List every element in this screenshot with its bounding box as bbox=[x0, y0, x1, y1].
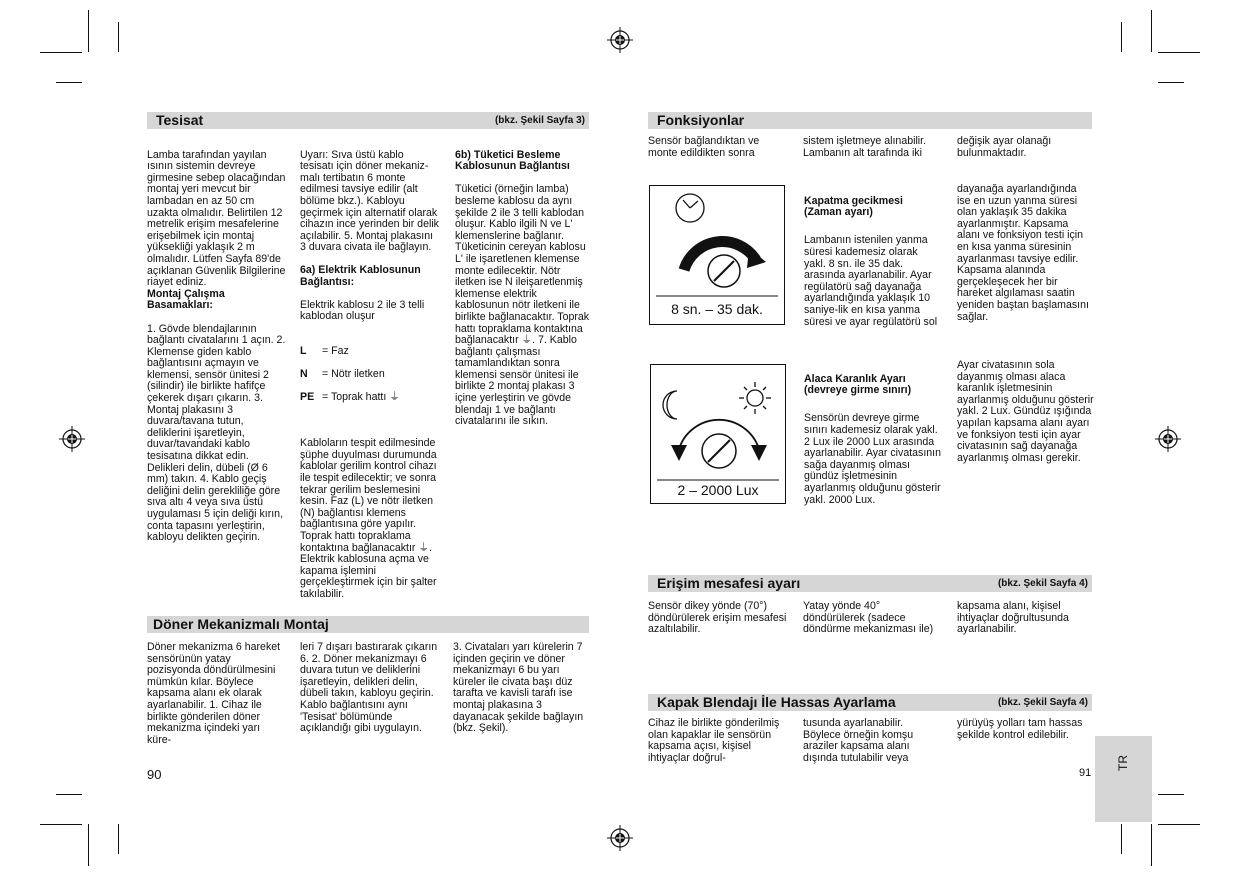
figure-caption: 8 sn. – 35 dak. bbox=[671, 301, 763, 317]
alaca-column-2: Ayar civatasının sola dayanmış olması alaca karanlık işletmesinin ayarlanmış olduğunu gösterir yakl. 2 Lux. Gündüz ışığında yapılan kapsama alanı ayarı ve fonksiyon testi için ayar civatasının sağ dayanağa ayarlanmış olması gerekir. bbox=[957, 359, 1094, 464]
moon-icon bbox=[663, 391, 677, 419]
doner-column-1: Döner mekanizma 6 hareket sensörünün yatay pozisyonda döndürülmesini mümkün kılar. Böylece kapsama alanı ek olarak ayarlanabilir. 1. Cihaz ile birlikte gönderilen döner mekanizma içindeki yarı küre- bbox=[147, 641, 281, 746]
registration-mark-icon bbox=[605, 823, 635, 853]
paragraph: Kabloların tespit edilmesinde şüphe duyulması durumunda kablolar gerilim kontrol cihazı ile tespit edilecektir; ve sonra tekrar gerilim beslemesini kesin. Faz (L) ve nötr iletken (N) bağlantısı klemens bağlantısına göre yapılır. Toprak hattı topraklama kontaktına bağlanacaktır ⏚. Elektrik kablosuna açma ve kapama işlemini gerçekleştirmek için bir şalter takılabilir. bbox=[300, 437, 437, 600]
intro-column-3: değişik ayar olanağı bulunmaktadır. bbox=[957, 135, 1052, 159]
erisim-column-3: kapsama alanı, kişisel ihtiyaçlar doğrultusunda ayarlanabilir. bbox=[957, 600, 1069, 636]
page-number: 90 bbox=[147, 767, 162, 782]
tesisat-column-1 bbox=[147, 138, 287, 544]
doner-column-3: 3. Civataları yarı kürelerin 7 içinden geçirin ve döner mekanizmayı 6 bu yarı küreler ile civata başı düz tarafta ve kavisli tarafı ise montaj plakasına 3 dayanacak şekilde bağlayın (bkz. Şekil). bbox=[453, 641, 584, 735]
subheading: 6b) Tüketici Besleme Kablosunun Bağlantısı bbox=[455, 148, 570, 173]
page-number: 91 bbox=[1079, 767, 1092, 779]
language-tab-label: TR bbox=[1116, 755, 1130, 771]
adjustment-screw-icon bbox=[702, 434, 736, 468]
adjustment-screw-icon bbox=[708, 255, 740, 287]
paragraph: Tüketici (örneğin lamba) besleme kablosu da aynı şekilde 2 ile 3 telli kablodan oluşur. Kablo ilgili N ve L' klemenslerine bağlanır. Tüketicinin cereyan kablosu L' ile işaretlenen klemense monte edilecektir. Nötr iletken ise N ileişaretlenmiş klemense elektrik kablosunun nötr iletkeni ile birlikte bağlanacaktır. Toprak hattı topraklama kontaktına bağlanacaktır ⏚. 7. Kablo bağlantı çalışması tamamlandıktan sonra klemensi sensör ünitesi ile birlikte 2 montaj plakası 3 içine yerleştirin ve gövde blendajı 1 ve bağlantı civatalarını ile sıkın. bbox=[455, 183, 590, 428]
tesisat-column-2 bbox=[300, 138, 440, 612]
registration-mark-icon bbox=[1153, 424, 1183, 454]
paragraph: Lamba tarafından yayılan ısının sistemin devreye girmesine sebep olacağından montaj yeri mevcut bir lambadan en az 50 cm uzakta olmalıdır. Belirtilen 12 metrelik erişim mesafelerine erişebilmek için montaj yüksekliği yaklaşık 2 m olmalıdır. Lütfen Sayfa 89'de açıklanan Güvenlik Bilgilerine riayet ediniz. bbox=[147, 148, 286, 289]
kapak-column-2: tusunda ayarlanabilir. Böylece örneğin komşu araziler kapsama alanı dışında tutulabilir veya bbox=[803, 717, 914, 764]
legend-row: L = Faz bbox=[300, 345, 349, 358]
section-title: Döner Mekanizmalı Montaj bbox=[153, 616, 329, 632]
wire-legend bbox=[300, 335, 440, 416]
intro-column-2: sistem işletmeye alınabilir. Lambanın alt tarafında iki bbox=[803, 135, 927, 159]
kapak-header bbox=[648, 694, 1092, 711]
figure-reference: (bkz. Şekil Sayfa 3) bbox=[494, 115, 585, 126]
section-title: Fonksiyonlar bbox=[657, 112, 745, 128]
paragraph: Lambanın istenilen yanma süresi kademesiz olarak yakl. 8 sn. ile 35 dak. arasında ayarlanabilir. Ayar regülatörü sağ dayanağa ayarlandığında yaklaşık 10 saniye-lik en kısa yanma süresi ve ayar regülatörü sol bbox=[804, 234, 938, 328]
sun-icon bbox=[739, 382, 771, 414]
paragraph: Uyarı: Sıva üstü kablo tesisatı için döner mekaniz-malı tertibatın 6 monte edilmesi tavsiye edilir (alt bölüme bkz.). Kabloyu geçirmek için alternatif olarak cihazın ince yerinden bir delik açılabilir. 5. Montaj plakasını 3 duvara civata ile bağlayın. bbox=[300, 148, 439, 254]
section-title: Tesisat bbox=[156, 112, 204, 128]
doner-header bbox=[147, 616, 589, 633]
doner-column-2: leri 7 dışarı bastırarak çıkarın 6. 2. Döner mekanizmayı 6 duvara tutun ve deliklerini işaretleyin, delikleri delin, dübeli takın, kabloyu geçirin. Kablo bağlantısını aynı 'Tesisat' bölümünde açıklandığı gibi uygulayın. bbox=[300, 641, 438, 735]
paragraph: Elektrik kablosu 2 ile 3 telli kablodan oluşur bbox=[300, 298, 425, 323]
lux-setting-figure bbox=[650, 364, 786, 504]
tesisat-header bbox=[147, 112, 589, 129]
language-tab bbox=[1095, 736, 1152, 822]
figure-reference: (bkz. Şekil Sayfa 4) bbox=[997, 697, 1088, 708]
fonksiyonlar-header bbox=[648, 112, 1092, 129]
section-title: Kapak Blendajı İle Hassas Ayarlama bbox=[657, 694, 896, 710]
subheading: 6a) Elektrik Kablosunun Bağlantısı: bbox=[300, 263, 421, 288]
erisim-column-2: Yatay yönde 40° döndürülerek (sadece döndürme mekanizması ile) bbox=[803, 600, 934, 636]
legend-row: PE = Toprak hattı ⏚ bbox=[300, 391, 400, 404]
kapak-column-1: Cihaz ile birlikte gönderilmiş olan kapaklar ile sensörün kapsama açısı, kişisel ihtiyaçlar doğrul- bbox=[648, 717, 780, 764]
kapak-column-3: yürüyüş yolları tam hassas şekilde kontrol edilebilir. bbox=[957, 717, 1083, 741]
paragraph: Sensörün devreye girme sınırı kademesiz olarak yakl. 2 Lux ile 2000 Lux arasında ayarlanabilir. Ayar civatasının sağa dayanmış olması gündüz işletmesinin ayarlanmış olduğunu gösterir yakl. 2000 Lux. bbox=[804, 412, 942, 506]
subheading: Alaca Karanlık Ayarı (devreye girme sınırı) bbox=[804, 372, 912, 397]
registration-mark-icon bbox=[57, 424, 87, 454]
erisim-column-1: Sensör dikey yönde (70°) döndürülerek erişim mesafesi azaltılabilir. bbox=[648, 600, 787, 636]
figure-reference: (bkz. Şekil Sayfa 4) bbox=[997, 578, 1088, 589]
kapatma-column-2: dayanağa ayarlandığında ise en uzun yanma süresi olan yaklaşık 35 dakika ayarlanmıştır. Kapsama alanı ve fonksiyon testi için en kısa yanma süresinin ayarlanması tavsiye edilir. Kapsama alanında gerçekleşecek her bir hareket algılaması saatin yeniden baştan başlamasını sağlar. bbox=[957, 183, 1089, 323]
alaca-column-1 bbox=[804, 362, 942, 506]
clock-icon bbox=[676, 194, 704, 222]
section-title: Erişim mesafesi ayarı bbox=[657, 575, 801, 591]
figure-caption: 2 – 2000 Lux bbox=[677, 482, 759, 498]
subheading: Montaj Çalışma Basamakları: bbox=[147, 287, 225, 312]
subheading: Kapatma gecikmesi (Zaman ayarı) bbox=[804, 194, 903, 219]
registration-mark-icon bbox=[605, 25, 635, 55]
intro-column-1: Sensör bağlandıktan ve monte edildikten sonra bbox=[648, 135, 760, 159]
erisim-header bbox=[648, 575, 1092, 592]
legend-row: N = Nötr iletken bbox=[300, 368, 385, 381]
kapatma-column-1 bbox=[804, 184, 942, 328]
tesisat-column-3 bbox=[455, 138, 591, 428]
paragraph: 1. Gövde blendajlarının bağlantı civatalarını 1 açın. 2. Klemense giden kablo bağlantısını açmayın ve klemensi, sensör ünitesi 2 (silindir) ile birlikte hafifçe çekerek dışarı çıkarın. 3. Montaj plakasını 3 duvara/tavana tutun, deliklerini işaretleyin, duvar/tavandaki kablo tesisatına dikkat edin. Delikleri delin, dübeli (Ø 6 mm) takın. 4. Kablo geçiş deliğini delin gerekliliğe göre sıva altı 4 veya sıva üstü uygulaması 5 için deliği kırın, conta tapasını yerleştirin, kabloyu delikten geçirin. bbox=[147, 322, 286, 544]
time-setting-figure bbox=[649, 185, 785, 325]
